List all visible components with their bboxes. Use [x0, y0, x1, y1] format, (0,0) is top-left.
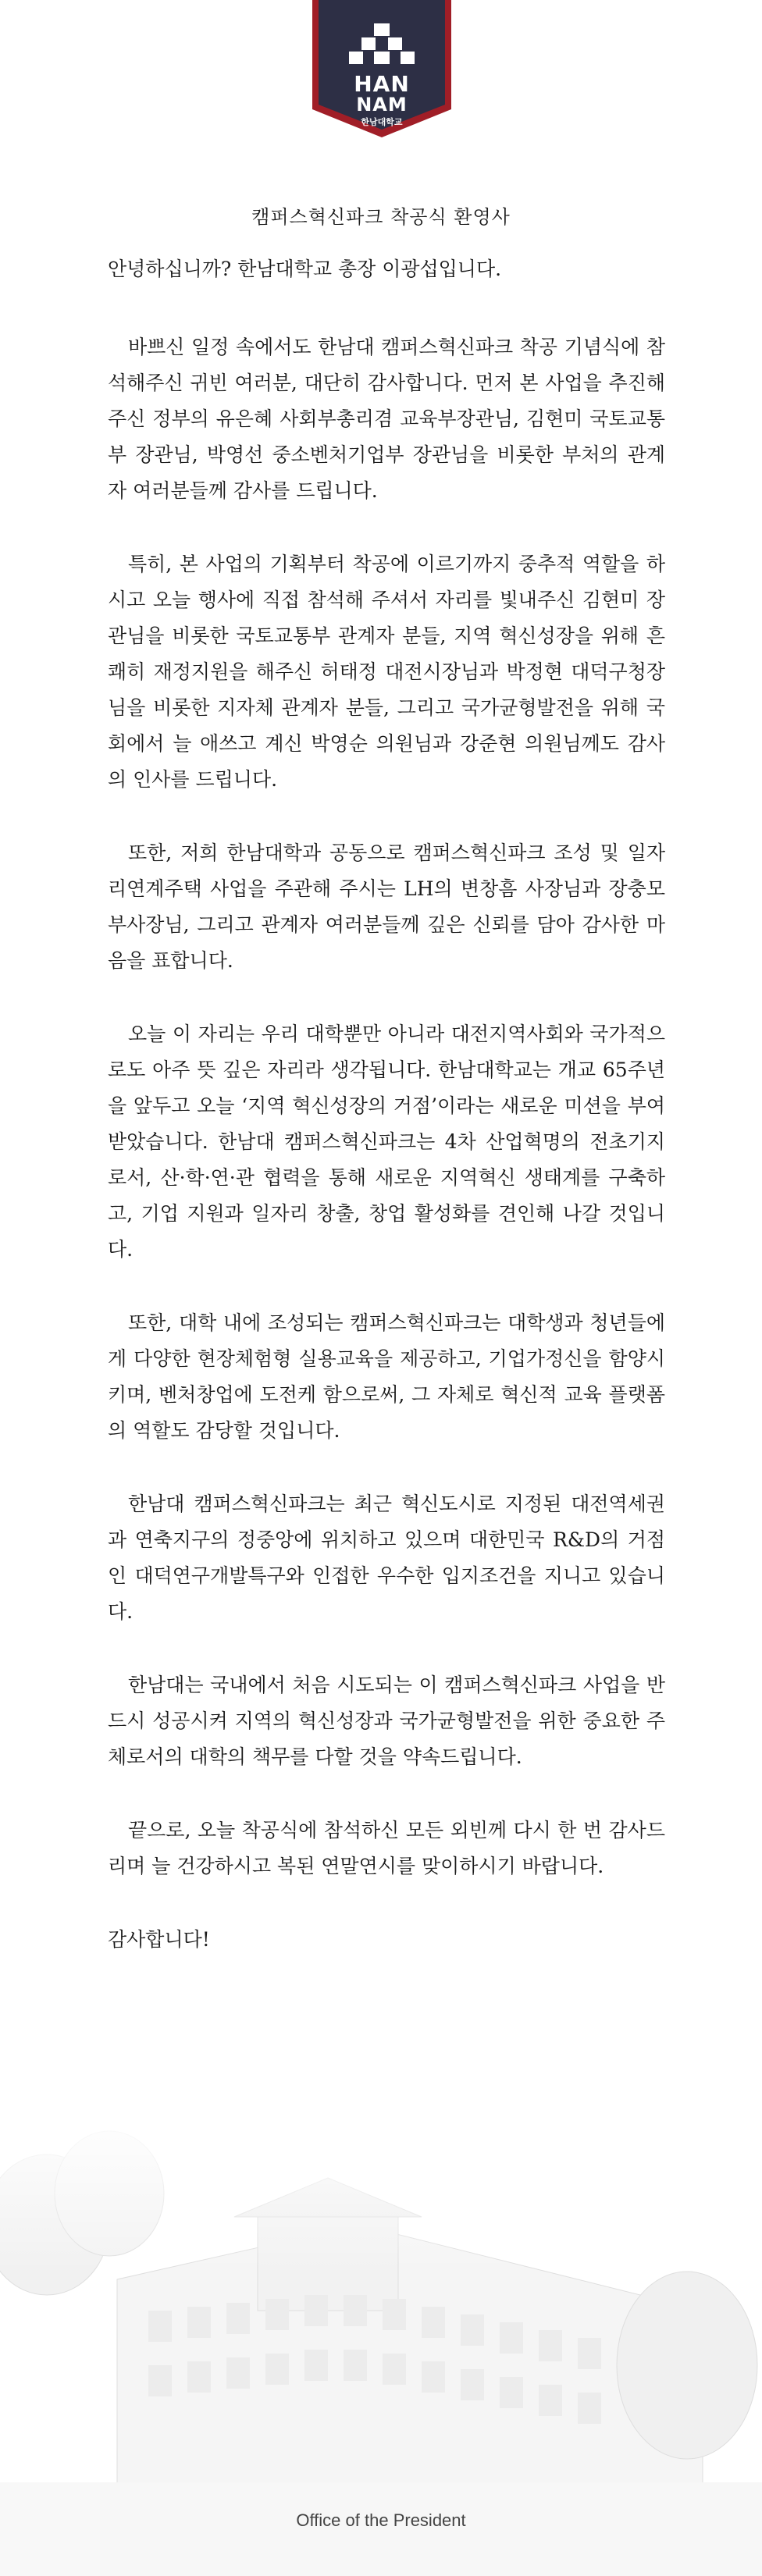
paragraph: 또한, 대학 내에 조성되는 캠퍼스혁신파크는 대학생과 청년들에게 다양한 현장체험형 실용교육을 제공하고, 기업가정신을 함양시키며, 벤처창업에 도전케 함으로써, 그 자체로 혁신적 교육 플랫폼의 역할도 감당할 것입니다. [108, 1311, 665, 1442]
paragraph: 오늘 이 자리는 우리 대학뿐만 아니라 대전지역사회와 국가적으로도 아주 뜻 깊은 자리라 생각됩니다. 한남대학교는 개교 65주년을 앞두고 오늘 ‘지역 혁신성장의 거점’이라는 새로운 미션을 부여받았습니다. 한남대 캠퍼스혁신파크는 4차 산업혁명의 전초기지로서, 산·학·연·관 협력을 통해 새로운 지역혁신 생태계를 구축하고, 기업 지원과 일자리 창출, 창업 활성화를 견인해 나갈 것입니다. [108, 1023, 665, 1261]
logo-text-korean: 한남대학교 [361, 117, 403, 127]
office-of-the-president-label: Office of the President [296, 2510, 466, 2530]
speech-body [108, 251, 665, 1995]
paragraph: 바쁘신 일정 속에서도 한남대 캠퍼스혁신파크 착공 기념식에 참석해주신 귀빈 여러분, 대단히 감사합니다. 먼저 본 사업을 추진해 주신 정부의 유은혜 사회부총리겸 교육부장관님, 김현미 국토교통부 장관님, 박영선 중소벤처기업부 장관님을 비롯한 부처의 관계자 여러분들께 감사를 드립니다. [108, 336, 665, 502]
paragraph: 특히, 본 사업의 기획부터 착공에 이르기까지 중추적 역할을 하시고 오늘 행사에 직접 참석해 주셔서 자리를 빛내주신 김현미 장관님을 비롯한 국토교통부 관계자 분들, 지역 혁신성장을 위해 흔쾌히 재정지원을 해주신 허태정 대전시장님과 박정현 대덕구청장님을 비롯한 지자체 관계자 분들, 그리고 국가균형발전을 위해 국회에서 늘 애쓰고 계신 박영순 의원님과 강준현 의원님께도 감사의 인사를 드립니다. [108, 553, 665, 791]
university-logo-ribbon [312, 0, 451, 137]
paragraph: 끝으로, 오늘 착공식에 참석하신 모든 외빈께 다시 한 번 감사드리며 늘 건강하시고 복된 연말연시를 맞이하시기 바랍니다. [108, 1819, 665, 1877]
logo-text-nam: NAM [356, 94, 408, 116]
paragraph: 또한, 저희 한남대학과 공동으로 캠퍼스혁신파크 조성 및 일자리연계주택 사업을 주관해 주시는 LH의 변창흠 사장님과 장충모 부사장님, 그리고 관계자 여러분들께 깊은 신뢰를 담아 감사한 마음을 표합니다. [108, 841, 665, 972]
paragraph: 한남대는 국내에서 처음 시도되는 이 캠퍼스혁신파크 사업을 반드시 성공시켜 지역의 혁신성장과 국가균형발전을 위한 중요한 주체로서의 대학의 책무를 다할 것을 약속드립니다. [108, 1674, 665, 1768]
paragraph-greeting: 안녕하십니까? 한남대학교 총장 이광섭입니다. [108, 258, 502, 280]
campus-building-illustration [0, 2108, 762, 2576]
paragraph: 한남대 캠퍼스혁신파크는 최근 혁신도시로 지정된 대전역세권과 연축지구의 정중앙에 위치하고 있으며 대한민국 R&D의 거점인 대덕연구개발특구와 인접한 우수한 입지조건을 지니고 있습니다. [108, 1493, 665, 1623]
document-title: 캠퍼스혁신파크 착공식 환영사 [251, 206, 511, 228]
paragraph-closing: 감사합니다! [108, 1928, 210, 1951]
logo-text-han: HAN [354, 71, 410, 97]
